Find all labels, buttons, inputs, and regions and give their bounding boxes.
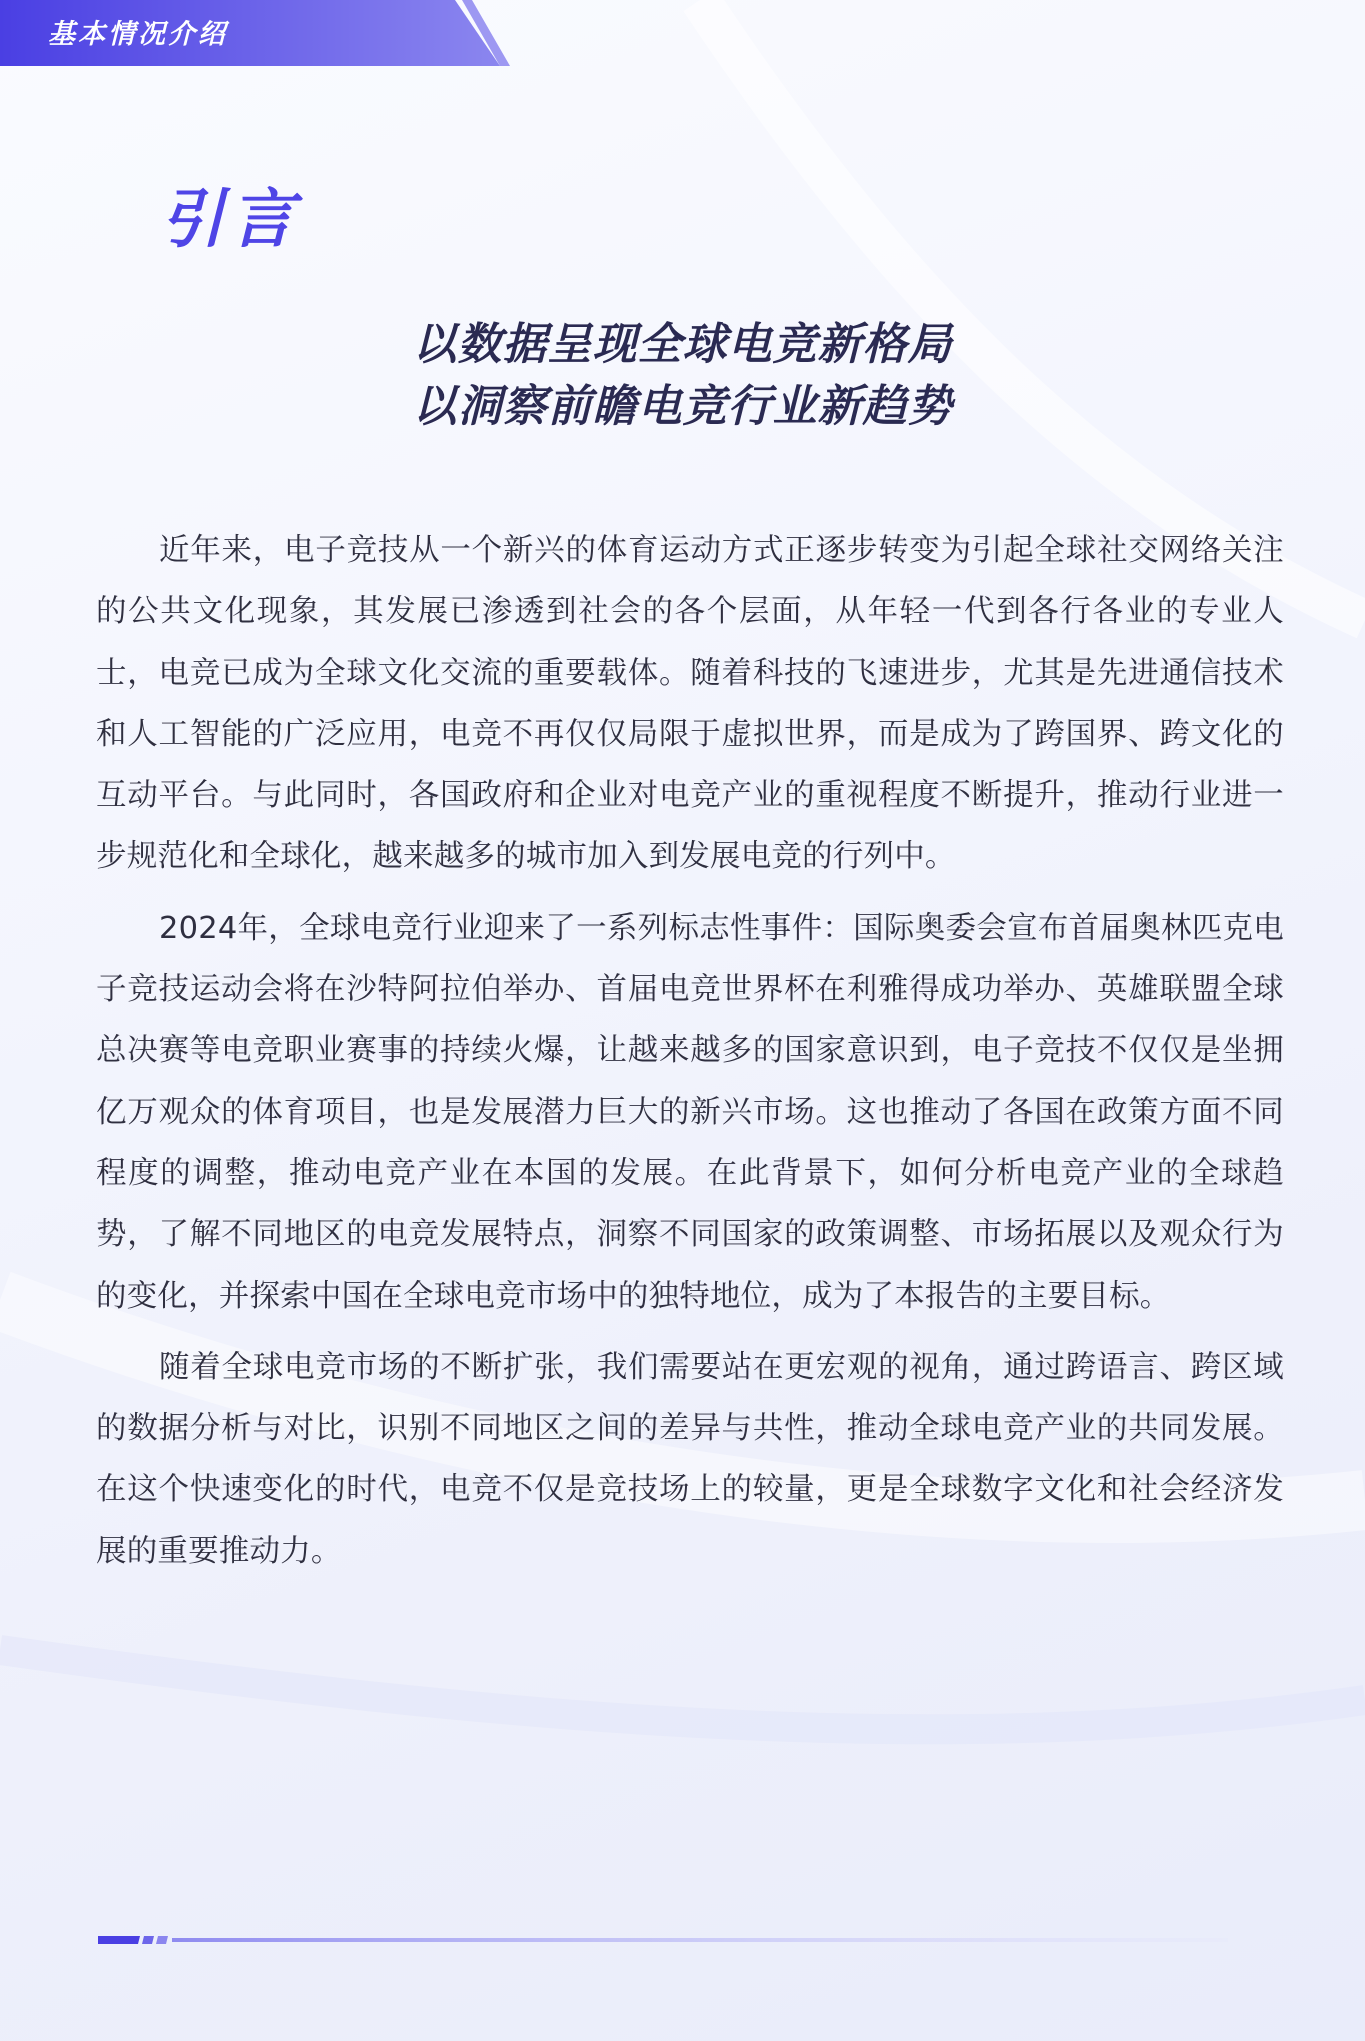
paragraph-3: 随着全球电竞市场的不断扩张，我们需要站在更宏观的视角，通过跨语言、跨区域的数据分析与对比，识别不同地区之间的差异与共性，推动全球电竞产业的共同发展。在这个快速变化的时代，电竞不仅是竞技场上的较量，更是全球数字文化和社会经济发展的重要推动力。 <box>96 1349 1284 1569</box>
paragraph-1: 近年来，电子竞技从一个新兴的体育运动方式正逐步转变为引起全球社交网络关注的公共文化现象，其发展已渗透到社会的各个层面，从年轻一代到各行各业的专业人士，电竞已成为全球文化交流的重要载体。随着科技的飞速进步，尤其是先进通信技术和人工智能的广泛应用，电竞不再仅仅局限于虚拟世界，而是成为了跨国界、跨文化的互动平台。与此同时，各国政府和企业对电竞产业的重视程度不断提升，推动行业进一步规范化和全球化，越来越多的城市加入到发展电竞的行列中。 <box>96 533 1284 875</box>
paragraph-2: 2024年，全球电竞行业迎来了一系列标志性事件：国际奥委会宣布首届奥林匹克电子竞技运动会将在沙特阿拉伯举办、首届电竞世界杯在利雅得成功举办、英雄联盟全球总决赛等电竞职业赛事的持续火爆，让越来越多的国家意识到，电子竞技不仅仅是坐拥亿万观众的体育项目，也是发展潜力巨大的新兴市场。这也推动了各国在政策方面不同程度的调整，推动电竞产业在本国的发展。在此背景下，如何分析电竞产业的全球趋势，了解不同地区的电竞发展特点，洞察不同国家的政策调整、市场拓展以及观众行为的变化，并探索中国在全球电竞市场中的独特地位，成为了本报告的主要目标。 <box>96 910 1284 1314</box>
subtitle-line-1: 以数据呈现全球电竞新格局 <box>412 319 953 370</box>
section-header-tab <box>0 0 510 66</box>
body-text <box>96 520 1284 1592</box>
subtitle-line-2: 以洞察前瞻电竞行业新趋势 <box>412 381 953 432</box>
section-label: 基本情况介绍 <box>48 19 228 50</box>
page-title: 引言 <box>160 183 300 257</box>
footer-decorative-rule <box>98 1936 1228 1944</box>
